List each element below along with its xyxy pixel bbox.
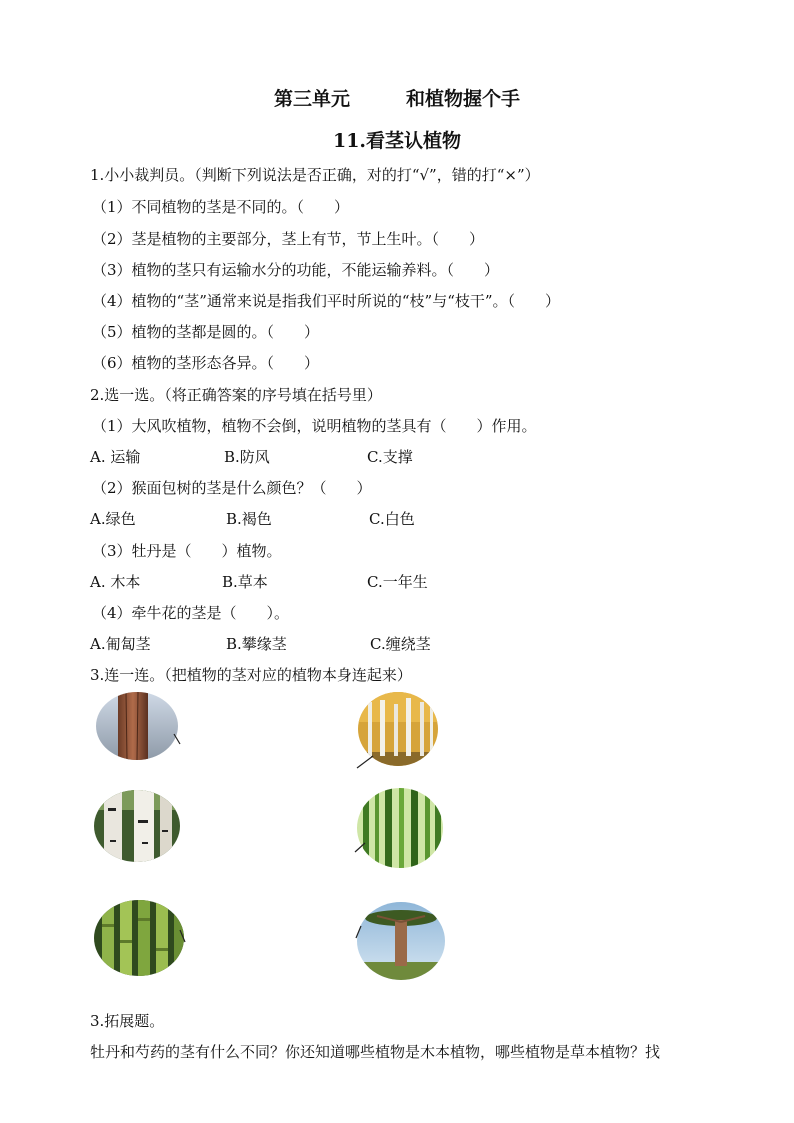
connector-stub-5 (353, 840, 367, 856)
q1-item-5: （5）植物的茎都是圆的。（ ） (92, 323, 320, 341)
q2-q2-option-a: A.绿色 (90, 510, 136, 528)
connector-stub-6 (353, 924, 363, 940)
bamboo-forest-photo (357, 788, 443, 868)
unit-number: 第三单元 (273, 88, 350, 110)
bamboo-stem-photo (94, 900, 184, 976)
q1-item-6: （6）植物的茎形态各异。（ ） (92, 354, 320, 372)
q2-question-1: （1）大风吹植物，植物不会倒，说明植物的茎具有（ ）作用。 (92, 417, 537, 435)
q1-item-4: （4）植物的“茎”通常来说是指我们平时所说的“枝”与“枝干”。（ ） (92, 292, 561, 310)
q2-q1-option-c: C.支撑 (367, 448, 413, 466)
birch-trunk-photo (94, 790, 180, 862)
q2-q3-option-b: B.草本 (222, 573, 268, 591)
connector-stub-3 (178, 928, 188, 944)
unit-title-line (0, 84, 794, 111)
q4-heading: 3.拓展题。 (90, 1012, 165, 1030)
q1-item-2: （2）茎是植物的主要部分，茎上有节，节上生叶。（ ） (92, 230, 485, 248)
q1-item-3: （3）植物的茎只有运输水分的功能，不能运输养料。（ ） (92, 261, 500, 279)
q2-question-4: （4）牵牛花的茎是（ ）。 (92, 604, 290, 622)
q2-question-2: （2）猴面包树的茎是什么颜色？（ ） (92, 479, 372, 497)
connector-stub-1 (172, 732, 182, 746)
q1-heading: 1.小小裁判员。（判断下列说法是否正确，对的打“√”，错的打“×”） (90, 166, 540, 184)
q2-q2-option-c: C.白色 (369, 510, 415, 528)
q2-q4-option-c: C.缠绕茎 (370, 635, 431, 653)
q2-q1-option-a: A. 运输 (90, 448, 141, 466)
redwood-trunk-photo (96, 692, 178, 760)
q2-q4-option-a: A.匍匐茎 (90, 635, 151, 653)
q1-item-1: （1）不同植物的茎是不同的。（ ） (92, 198, 350, 216)
q2-heading: 2.选一选。（将正确答案的序号填在括号里） (90, 386, 382, 404)
unit-name: 和植物握个手 (406, 88, 521, 110)
lesson-title: 11.看茎认植物 (332, 130, 462, 152)
q4-text: 牡丹和芍药的茎有什么不同？你还知道哪些植物是木本植物，哪些植物是草本植物？找 (90, 1043, 661, 1061)
q2-q4-option-b: B.攀缘茎 (226, 635, 287, 653)
q3-heading: 3.连一连。（把植物的茎对应的植物本身连起来） (90, 666, 412, 684)
connector-stub-4 (355, 752, 375, 772)
q2-q3-option-c: C.一年生 (367, 573, 428, 591)
baobab-tree-photo (357, 902, 445, 980)
q2-q2-option-b: B.褐色 (226, 510, 272, 528)
q2-q1-option-b: B.防风 (224, 448, 270, 466)
q2-question-3: （3）牡丹是（ ）植物。 (92, 542, 282, 560)
q2-q3-option-a: A. 木本 (90, 573, 141, 591)
